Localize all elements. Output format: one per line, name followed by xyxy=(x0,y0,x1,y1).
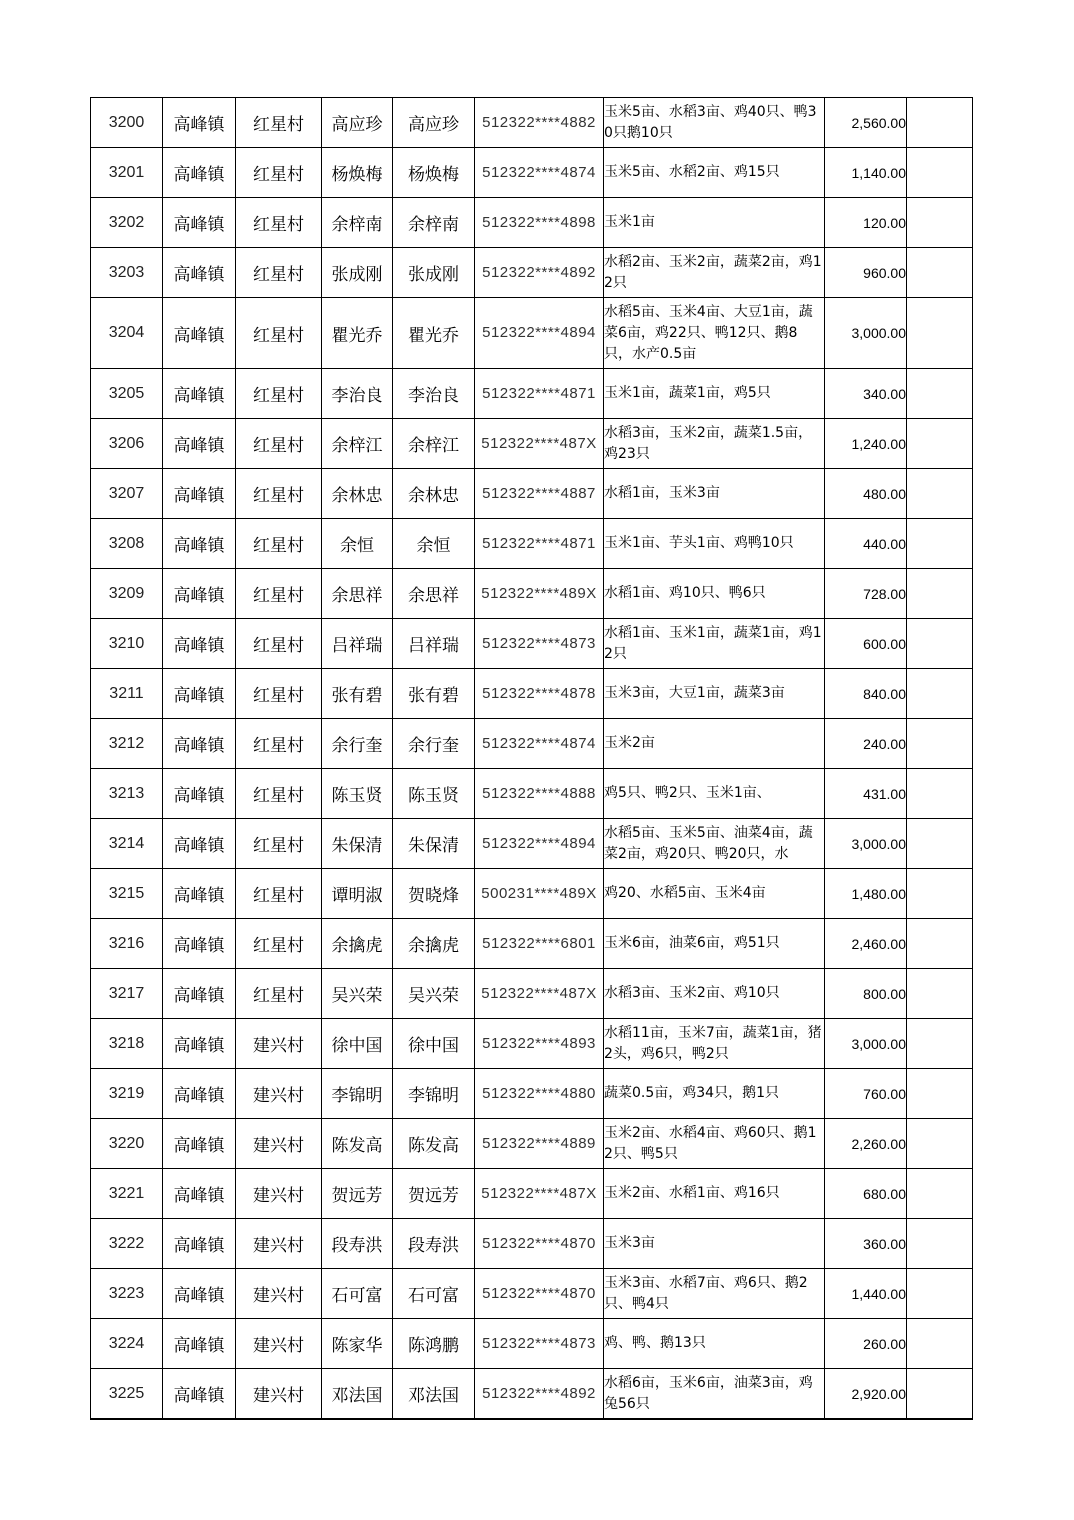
town-cell: 高峰镇 xyxy=(163,1319,236,1369)
village-cell: 建兴村 xyxy=(236,1019,322,1069)
id-number-cell: 512322****4871 xyxy=(475,519,604,569)
household-head-cell: 陈发高 xyxy=(322,1119,393,1169)
crop-livestock-text: 玉米6亩，油菜6亩，鸡51只 xyxy=(604,935,780,951)
village-cell: 红星村 xyxy=(236,719,322,769)
id-number-cell: 512322****4874 xyxy=(475,148,604,198)
crop-livestock-cell xyxy=(604,719,825,769)
table-row xyxy=(91,1119,973,1169)
town-cell: 高峰镇 xyxy=(163,419,236,469)
amount-cell: 3,000.00 xyxy=(825,1019,907,1069)
amount-cell: 840.00 xyxy=(825,669,907,719)
remarks-cell xyxy=(907,669,973,719)
table-row xyxy=(91,1069,973,1119)
crop-livestock-cell xyxy=(604,1169,825,1219)
amount-cell: 1,240.00 xyxy=(825,419,907,469)
table-row xyxy=(91,1169,973,1219)
village-cell: 建兴村 xyxy=(236,1119,322,1169)
crop-livestock-cell xyxy=(604,469,825,519)
id-number-cell: 512322****4870 xyxy=(475,1219,604,1269)
household-head-cell: 杨焕梅 xyxy=(322,148,393,198)
table-row xyxy=(91,369,973,419)
amount-cell: 728.00 xyxy=(825,569,907,619)
town-cell: 高峰镇 xyxy=(163,719,236,769)
recipient-name-cell: 吴兴荣 xyxy=(393,969,475,1019)
remarks-cell xyxy=(907,1369,973,1420)
serial-number-cell: 3219 xyxy=(91,1069,163,1119)
recipient-name-cell: 余梓江 xyxy=(393,419,475,469)
remarks-cell xyxy=(907,1019,973,1069)
id-number-cell: 512322****4889 xyxy=(475,1119,604,1169)
amount-cell: 440.00 xyxy=(825,519,907,569)
household-head-cell: 陈家华 xyxy=(322,1319,393,1369)
crop-livestock-text: 水稻11亩，玉米7亩，蔬菜1亩，猪2头，鸡6只，鸭2只 xyxy=(604,1024,822,1062)
remarks-cell xyxy=(907,248,973,298)
amount-cell: 3,000.00 xyxy=(825,298,907,369)
amount-cell: 360.00 xyxy=(825,1219,907,1269)
id-number-cell: 512322****4873 xyxy=(475,619,604,669)
recipient-name-cell: 张成刚 xyxy=(393,248,475,298)
crop-livestock-text: 玉米2亩、水稻4亩、鸡60只、鹅12只、鸭5只 xyxy=(604,1124,817,1162)
id-number-cell: 512322****4880 xyxy=(475,1069,604,1119)
town-cell: 高峰镇 xyxy=(163,298,236,369)
remarks-cell xyxy=(907,148,973,198)
village-cell: 红星村 xyxy=(236,419,322,469)
household-head-cell: 张有碧 xyxy=(322,669,393,719)
crop-livestock-text: 鸡、鸭、鹅13只 xyxy=(604,1335,706,1351)
remarks-cell xyxy=(907,769,973,819)
crop-livestock-text: 鸡20、水稻5亩、玉米4亩 xyxy=(604,885,766,901)
town-cell: 高峰镇 xyxy=(163,619,236,669)
recipient-name-cell: 余擒虎 xyxy=(393,919,475,969)
recipient-name-cell: 杨焕梅 xyxy=(393,148,475,198)
serial-number-cell: 3210 xyxy=(91,619,163,669)
amount-cell: 2,460.00 xyxy=(825,919,907,969)
table-row xyxy=(91,519,973,569)
crop-livestock-cell xyxy=(604,619,825,669)
table-row xyxy=(91,819,973,869)
serial-number-cell: 3202 xyxy=(91,198,163,248)
recipient-name-cell: 李锦明 xyxy=(393,1069,475,1119)
town-cell: 高峰镇 xyxy=(163,1219,236,1269)
household-head-cell: 李治良 xyxy=(322,369,393,419)
household-head-cell: 余梓南 xyxy=(322,198,393,248)
recipient-name-cell: 陈发高 xyxy=(393,1119,475,1169)
amount-cell: 260.00 xyxy=(825,1319,907,1369)
town-cell: 高峰镇 xyxy=(163,98,236,148)
amount-cell: 240.00 xyxy=(825,719,907,769)
amount-cell: 1,140.00 xyxy=(825,148,907,198)
town-cell: 高峰镇 xyxy=(163,198,236,248)
recipient-name-cell: 石可富 xyxy=(393,1269,475,1319)
id-number-cell: 512322****4874 xyxy=(475,719,604,769)
household-head-cell: 徐中国 xyxy=(322,1019,393,1069)
town-cell: 高峰镇 xyxy=(163,148,236,198)
remarks-cell xyxy=(907,719,973,769)
crop-livestock-cell xyxy=(604,1119,825,1169)
town-cell: 高峰镇 xyxy=(163,1369,236,1420)
serial-number-cell: 3206 xyxy=(91,419,163,469)
table-row xyxy=(91,198,973,248)
amount-cell: 431.00 xyxy=(825,769,907,819)
recipient-name-cell: 贺远芳 xyxy=(393,1169,475,1219)
crop-livestock-cell xyxy=(604,1219,825,1269)
remarks-cell xyxy=(907,919,973,969)
recipient-name-cell: 余梓南 xyxy=(393,198,475,248)
recipient-name-cell: 余行奎 xyxy=(393,719,475,769)
household-head-cell: 邓法国 xyxy=(322,1369,393,1420)
village-cell: 红星村 xyxy=(236,919,322,969)
recipient-name-cell: 贺晓烽 xyxy=(393,869,475,919)
household-head-cell: 段寿洪 xyxy=(322,1219,393,1269)
table-row xyxy=(91,1219,973,1269)
village-cell: 建兴村 xyxy=(236,1219,322,1269)
town-cell: 高峰镇 xyxy=(163,669,236,719)
recipient-name-cell: 瞿光乔 xyxy=(393,298,475,369)
village-cell: 建兴村 xyxy=(236,1169,322,1219)
village-cell: 红星村 xyxy=(236,369,322,419)
remarks-cell xyxy=(907,619,973,669)
serial-number-cell: 3217 xyxy=(91,969,163,1019)
town-cell: 高峰镇 xyxy=(163,569,236,619)
household-head-cell: 余恒 xyxy=(322,519,393,569)
table-row xyxy=(91,469,973,519)
crop-livestock-text: 水稻3亩、玉米2亩、鸡10只 xyxy=(604,985,780,1001)
crop-livestock-text: 水稻1亩、玉米1亩，蔬菜1亩，鸡12只 xyxy=(604,624,822,662)
village-cell: 红星村 xyxy=(236,519,322,569)
amount-cell: 1,480.00 xyxy=(825,869,907,919)
household-head-cell: 吴兴荣 xyxy=(322,969,393,1019)
town-cell: 高峰镇 xyxy=(163,369,236,419)
village-cell: 红星村 xyxy=(236,469,322,519)
amount-cell: 1,440.00 xyxy=(825,1269,907,1319)
amount-cell: 680.00 xyxy=(825,1169,907,1219)
town-cell: 高峰镇 xyxy=(163,1069,236,1119)
crop-livestock-text: 玉米3亩、水稻7亩、鸡6只、鹅2只、鸭4只 xyxy=(604,1274,808,1312)
crop-livestock-text: 玉米1亩 xyxy=(604,214,655,230)
town-cell: 高峰镇 xyxy=(163,869,236,919)
crop-livestock-cell xyxy=(604,919,825,969)
crop-livestock-cell xyxy=(604,198,825,248)
amount-cell: 800.00 xyxy=(825,969,907,1019)
id-number-cell: 512322****4882 xyxy=(475,98,604,148)
table-row xyxy=(91,569,973,619)
crop-livestock-cell xyxy=(604,419,825,469)
crop-livestock-text: 鸡5只、鸭2只、玉米1亩、 xyxy=(604,785,771,801)
town-cell: 高峰镇 xyxy=(163,769,236,819)
recipient-name-cell: 徐中国 xyxy=(393,1019,475,1069)
remarks-cell xyxy=(907,1069,973,1119)
table-row xyxy=(91,1269,973,1319)
crop-livestock-cell xyxy=(604,148,825,198)
amount-cell: 2,260.00 xyxy=(825,1119,907,1169)
amount-cell: 480.00 xyxy=(825,469,907,519)
crop-livestock-text: 水稻5亩、玉米5亩、油菜4亩，蔬菜2亩，鸡20只、鸭20只，水 xyxy=(604,824,813,862)
id-number-cell: 512322****4893 xyxy=(475,1019,604,1069)
remarks-cell xyxy=(907,869,973,919)
serial-number-cell: 3220 xyxy=(91,1119,163,1169)
village-cell: 建兴村 xyxy=(236,1369,322,1420)
table-row xyxy=(91,969,973,1019)
crop-livestock-cell xyxy=(604,1319,825,1369)
remarks-cell xyxy=(907,419,973,469)
crop-livestock-cell xyxy=(604,298,825,369)
village-cell: 红星村 xyxy=(236,248,322,298)
crop-livestock-text: 蔬菜0.5亩，鸡34只，鹅1只 xyxy=(604,1085,779,1101)
serial-number-cell: 3215 xyxy=(91,869,163,919)
crop-livestock-cell xyxy=(604,519,825,569)
town-cell: 高峰镇 xyxy=(163,919,236,969)
household-head-cell: 余林忠 xyxy=(322,469,393,519)
crop-livestock-text: 玉米1亩，蔬菜1亩，鸡5只 xyxy=(604,385,771,401)
serial-number-cell: 3225 xyxy=(91,1369,163,1420)
crop-livestock-text: 水稻2亩、玉米2亩，蔬菜2亩，鸡12只 xyxy=(604,253,822,291)
crop-livestock-cell xyxy=(604,248,825,298)
serial-number-cell: 3213 xyxy=(91,769,163,819)
remarks-cell xyxy=(907,1269,973,1319)
town-cell: 高峰镇 xyxy=(163,969,236,1019)
crop-livestock-text: 水稻6亩，玉米6亩，油菜3亩，鸡兔56只 xyxy=(604,1374,813,1412)
amount-cell: 960.00 xyxy=(825,248,907,298)
amount-cell: 760.00 xyxy=(825,1069,907,1119)
serial-number-cell: 3223 xyxy=(91,1269,163,1319)
serial-number-cell: 3209 xyxy=(91,569,163,619)
amount-cell: 2,920.00 xyxy=(825,1369,907,1420)
village-cell: 红星村 xyxy=(236,619,322,669)
recipient-name-cell: 吕祥瑞 xyxy=(393,619,475,669)
recipient-name-cell: 张有碧 xyxy=(393,669,475,719)
recipient-name-cell: 陈鸿鹏 xyxy=(393,1319,475,1369)
household-head-cell: 瞿光乔 xyxy=(322,298,393,369)
village-cell: 建兴村 xyxy=(236,1319,322,1369)
crop-livestock-cell xyxy=(604,1019,825,1069)
village-cell: 红星村 xyxy=(236,769,322,819)
town-cell: 高峰镇 xyxy=(163,469,236,519)
serial-number-cell: 3221 xyxy=(91,1169,163,1219)
household-head-cell: 谭明淑 xyxy=(322,869,393,919)
village-cell: 红星村 xyxy=(236,198,322,248)
serial-number-cell: 3207 xyxy=(91,469,163,519)
table-row xyxy=(91,719,973,769)
id-number-cell: 512322****487X xyxy=(475,969,604,1019)
recipient-name-cell: 余思祥 xyxy=(393,569,475,619)
serial-number-cell: 3222 xyxy=(91,1219,163,1269)
household-head-cell: 高应珍 xyxy=(322,98,393,148)
serial-number-cell: 3216 xyxy=(91,919,163,969)
crop-livestock-cell xyxy=(604,1369,825,1420)
id-number-cell: 512322****4871 xyxy=(475,369,604,419)
id-number-cell: 512322****4894 xyxy=(475,819,604,869)
village-cell: 红星村 xyxy=(236,669,322,719)
crop-livestock-cell xyxy=(604,969,825,1019)
crop-livestock-text: 玉米5亩、水稻3亩、鸡40只、鸭30只鹅10只 xyxy=(604,103,817,141)
id-number-cell: 512322****4878 xyxy=(475,669,604,719)
crop-livestock-cell xyxy=(604,1269,825,1319)
village-cell: 红星村 xyxy=(236,869,322,919)
id-number-cell: 512322****487X xyxy=(475,419,604,469)
serial-number-cell: 3205 xyxy=(91,369,163,419)
remarks-cell xyxy=(907,1219,973,1269)
id-number-cell: 512322****4887 xyxy=(475,469,604,519)
table-row xyxy=(91,769,973,819)
serial-number-cell: 3212 xyxy=(91,719,163,769)
household-head-cell: 张成刚 xyxy=(322,248,393,298)
household-head-cell: 余擒虎 xyxy=(322,919,393,969)
crop-livestock-text: 水稻5亩、玉米4亩、大豆1亩，蔬菜6亩，鸡22只、鸭12只、鹅8只，水产0.5亩 xyxy=(604,303,813,362)
id-number-cell: 500231****489X xyxy=(475,869,604,919)
village-cell: 红星村 xyxy=(236,298,322,369)
household-head-cell: 石可富 xyxy=(322,1269,393,1319)
serial-number-cell: 3203 xyxy=(91,248,163,298)
table-row xyxy=(91,419,973,469)
table-body xyxy=(91,98,973,1420)
household-head-cell: 余思祥 xyxy=(322,569,393,619)
id-number-cell: 512322****4873 xyxy=(475,1319,604,1369)
household-head-cell: 朱保清 xyxy=(322,819,393,869)
town-cell: 高峰镇 xyxy=(163,248,236,298)
crop-livestock-cell xyxy=(604,569,825,619)
crop-livestock-text: 玉米3亩 xyxy=(604,1235,655,1251)
remarks-cell xyxy=(907,1119,973,1169)
village-cell: 红星村 xyxy=(236,969,322,1019)
serial-number-cell: 3214 xyxy=(91,819,163,869)
village-cell: 红星村 xyxy=(236,569,322,619)
id-number-cell: 512322****4892 xyxy=(475,248,604,298)
village-cell: 红星村 xyxy=(236,819,322,869)
crop-livestock-text: 玉米2亩 xyxy=(604,735,655,751)
remarks-cell xyxy=(907,819,973,869)
crop-livestock-cell xyxy=(604,819,825,869)
recipient-name-cell: 朱保清 xyxy=(393,819,475,869)
town-cell: 高峰镇 xyxy=(163,519,236,569)
household-head-cell: 陈玉贤 xyxy=(322,769,393,819)
id-number-cell: 512322****487X xyxy=(475,1169,604,1219)
household-head-cell: 吕祥瑞 xyxy=(322,619,393,669)
table-row xyxy=(91,1319,973,1369)
serial-number-cell: 3201 xyxy=(91,148,163,198)
serial-number-cell: 3224 xyxy=(91,1319,163,1369)
serial-number-cell: 3218 xyxy=(91,1019,163,1069)
amount-cell: 340.00 xyxy=(825,369,907,419)
crop-livestock-cell xyxy=(604,769,825,819)
crop-livestock-text: 水稻1亩、鸡10只、鸭6只 xyxy=(604,585,766,601)
remarks-cell xyxy=(907,519,973,569)
table-row xyxy=(91,919,973,969)
remarks-cell xyxy=(907,969,973,1019)
remarks-cell xyxy=(907,298,973,369)
id-number-cell: 512322****4894 xyxy=(475,298,604,369)
household-head-cell: 余梓江 xyxy=(322,419,393,469)
recipient-name-cell: 邓法国 xyxy=(393,1369,475,1420)
remarks-cell xyxy=(907,569,973,619)
town-cell: 高峰镇 xyxy=(163,1119,236,1169)
recipient-name-cell: 段寿洪 xyxy=(393,1219,475,1269)
table-row xyxy=(91,98,973,148)
amount-cell: 3,000.00 xyxy=(825,819,907,869)
recipient-name-cell: 高应珍 xyxy=(393,98,475,148)
town-cell: 高峰镇 xyxy=(163,1019,236,1069)
crop-livestock-text: 水稻3亩，玉米2亩，蔬菜1.5亩，鸡23只 xyxy=(604,424,813,462)
amount-cell: 120.00 xyxy=(825,198,907,248)
household-head-cell: 余行奎 xyxy=(322,719,393,769)
remarks-cell xyxy=(907,198,973,248)
subsidy-table xyxy=(90,97,973,1420)
town-cell: 高峰镇 xyxy=(163,819,236,869)
village-cell: 红星村 xyxy=(236,148,322,198)
serial-number-cell: 3211 xyxy=(91,669,163,719)
crop-livestock-text: 玉米3亩，大豆1亩，蔬菜3亩 xyxy=(604,685,785,701)
crop-livestock-cell xyxy=(604,1069,825,1119)
remarks-cell xyxy=(907,369,973,419)
recipient-name-cell: 陈玉贤 xyxy=(393,769,475,819)
crop-livestock-cell xyxy=(604,98,825,148)
household-head-cell: 李锦明 xyxy=(322,1069,393,1119)
amount-cell: 2,560.00 xyxy=(825,98,907,148)
id-number-cell: 512322****4888 xyxy=(475,769,604,819)
table-row xyxy=(91,669,973,719)
table-row xyxy=(91,869,973,919)
id-number-cell: 512322****4892 xyxy=(475,1369,604,1420)
recipient-name-cell: 李治良 xyxy=(393,369,475,419)
remarks-cell xyxy=(907,469,973,519)
id-number-cell: 512322****489X xyxy=(475,569,604,619)
serial-number-cell: 3204 xyxy=(91,298,163,369)
id-number-cell: 512322****4898 xyxy=(475,198,604,248)
table-row xyxy=(91,298,973,369)
crop-livestock-cell xyxy=(604,869,825,919)
crop-livestock-text: 玉米1亩、芋头1亩、鸡鸭10只 xyxy=(604,535,794,551)
amount-cell: 600.00 xyxy=(825,619,907,669)
remarks-cell xyxy=(907,1169,973,1219)
id-number-cell: 512322****4870 xyxy=(475,1269,604,1319)
village-cell: 红星村 xyxy=(236,98,322,148)
table-row xyxy=(91,248,973,298)
crop-livestock-text: 玉米2亩、水稻1亩、鸡16只 xyxy=(604,1185,780,1201)
remarks-cell xyxy=(907,1319,973,1369)
id-number-cell: 512322****6801 xyxy=(475,919,604,969)
household-head-cell: 贺远芳 xyxy=(322,1169,393,1219)
recipient-name-cell: 余恒 xyxy=(393,519,475,569)
village-cell: 建兴村 xyxy=(236,1069,322,1119)
town-cell: 高峰镇 xyxy=(163,1169,236,1219)
table-row xyxy=(91,148,973,198)
town-cell: 高峰镇 xyxy=(163,1269,236,1319)
remarks-cell xyxy=(907,98,973,148)
serial-number-cell: 3200 xyxy=(91,98,163,148)
recipient-name-cell: 余林忠 xyxy=(393,469,475,519)
village-cell: 建兴村 xyxy=(236,1269,322,1319)
crop-livestock-cell xyxy=(604,669,825,719)
serial-number-cell: 3208 xyxy=(91,519,163,569)
crop-livestock-text: 玉米5亩、水稻2亩、鸡15只 xyxy=(604,164,780,180)
crop-livestock-text: 水稻1亩，玉米3亩 xyxy=(604,485,720,501)
table-row xyxy=(91,619,973,669)
table-row xyxy=(91,1019,973,1069)
table-row xyxy=(91,1369,973,1420)
crop-livestock-cell xyxy=(604,369,825,419)
